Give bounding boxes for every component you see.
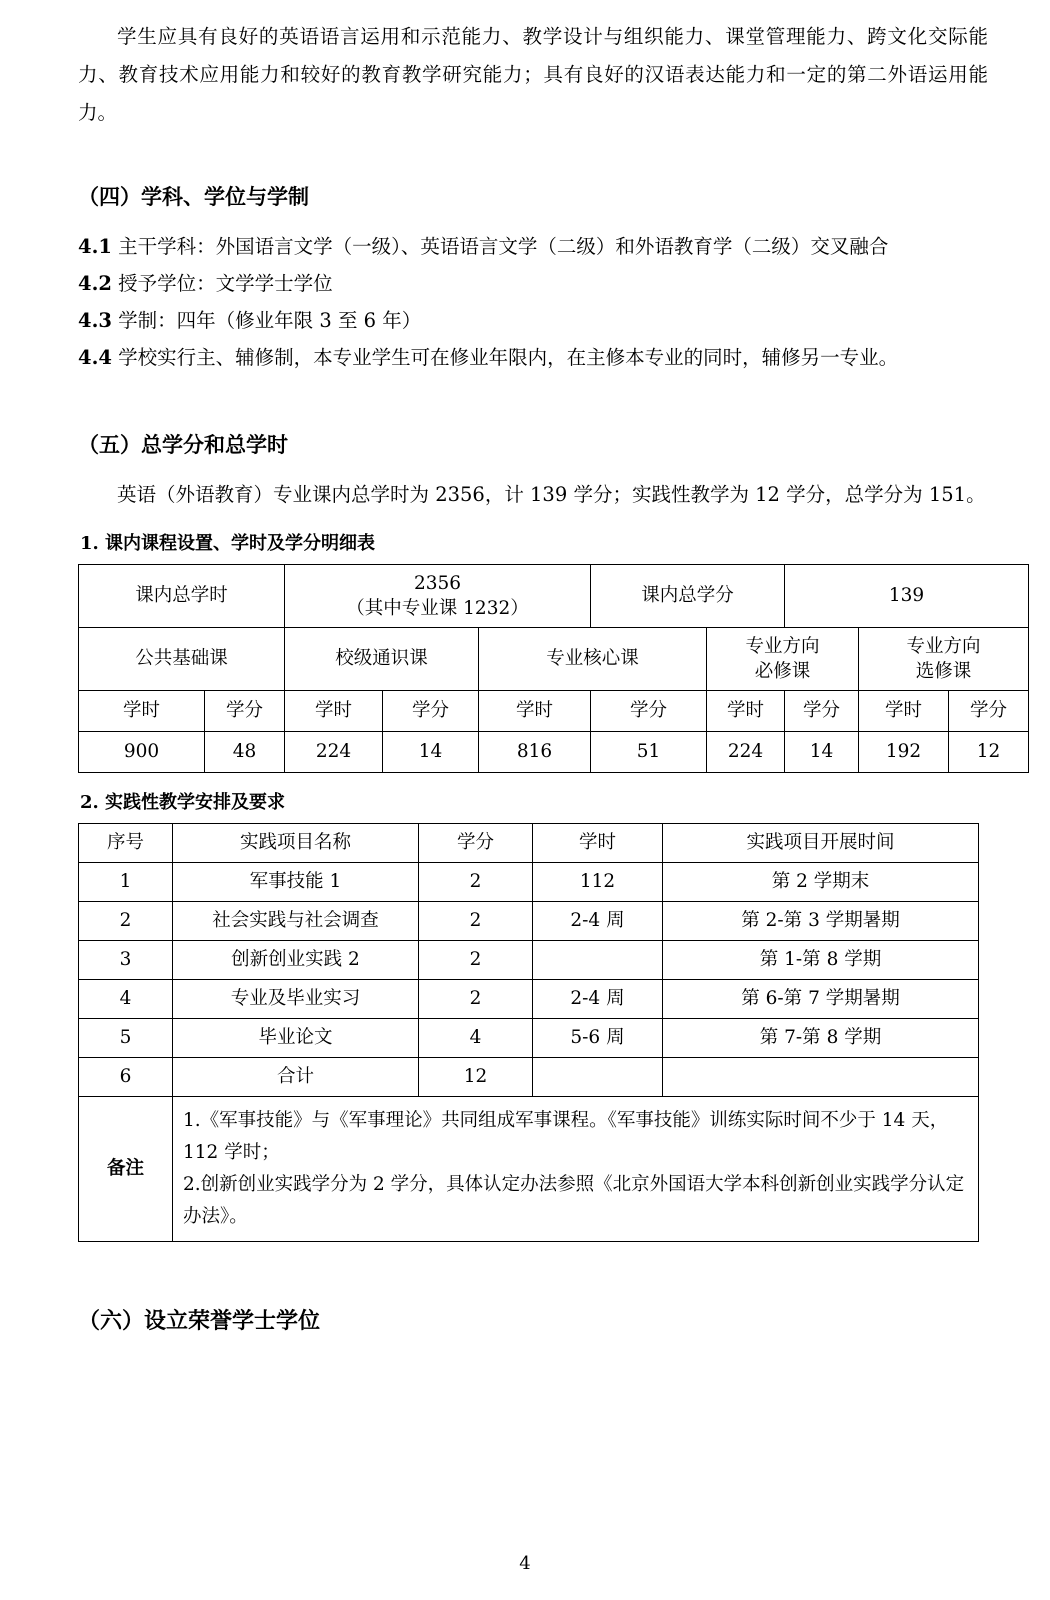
remark-body [173, 1097, 979, 1242]
required-credits-header: 学分 [785, 691, 859, 732]
row-hours: 2-4 周 [533, 902, 663, 941]
category-core: 专业核心课 [479, 628, 707, 691]
table-row [79, 732, 1029, 773]
table-row [79, 565, 1029, 628]
row-hours [533, 1058, 663, 1097]
section-heading-4: （四）学科、学位与学制 [78, 184, 309, 209]
row-hours: 112 [533, 863, 663, 902]
item-4-2 [78, 265, 988, 302]
elective-hours-header: 学时 [859, 691, 949, 732]
total-credits-label: 课内总学分 [591, 565, 785, 628]
category-elective-line1: 专业方向 [906, 636, 981, 657]
general-hours-value: 224 [285, 732, 383, 773]
row-name: 军事技能 1 [173, 863, 419, 902]
row-time: 第 2-第 3 学期暑期 [663, 902, 979, 941]
row-time [663, 1058, 979, 1097]
row-credits: 2 [419, 980, 533, 1019]
total-hours-label: 课内总学时 [79, 565, 285, 628]
remark-line-2: 2.创新创业实践学分为 2 学分，具体认定办法参照《北京外国语大学本科创新创业实践学分认定办法》。 [183, 1174, 965, 1227]
item-4-2-number: 4.2 [78, 272, 112, 295]
col-header-name: 实践项目名称 [173, 824, 419, 863]
item-4-3-text: 学制：四年（修业年限 3 至 6 年） [118, 309, 422, 332]
col-header-credits: 学分 [419, 824, 533, 863]
row-hours [533, 941, 663, 980]
core-hours-value: 816 [479, 732, 591, 773]
table-row [79, 1019, 979, 1058]
category-elective [859, 628, 1029, 691]
row-credits: 2 [419, 863, 533, 902]
row-name: 创新创业实践 2 [173, 941, 419, 980]
item-4-2-text: 授予学位：文学学士学位 [118, 272, 333, 295]
page-number: 4 [519, 1553, 531, 1574]
general-hours-header: 学时 [285, 691, 383, 732]
row-name: 合计 [173, 1058, 419, 1097]
row-credits: 4 [419, 1019, 533, 1058]
row-hours: 2-4 周 [533, 980, 663, 1019]
row-time: 第 2 学期末 [663, 863, 979, 902]
row-no: 4 [79, 980, 173, 1019]
total-hours-line2: （其中专业课 1232） [346, 598, 529, 619]
row-hours: 5-6 周 [533, 1019, 663, 1058]
row-no: 5 [79, 1019, 173, 1058]
row-name: 专业及毕业实习 [173, 980, 419, 1019]
table-header-row [79, 824, 979, 863]
col-header-hours: 学时 [533, 824, 663, 863]
table2-caption: 2. 实践性教学安排及要求 [80, 792, 286, 813]
row-credits: 2 [419, 902, 533, 941]
row-name: 社会实践与社会调查 [173, 902, 419, 941]
item-4-4-text: 学校实行主、辅修制，本专业学生可在修业年限内，在主修本专业的同时，辅修另一专业。 [118, 346, 899, 369]
row-no: 1 [79, 863, 173, 902]
section-heading-6: （六）设立荣誉学士学位 [78, 1308, 321, 1334]
category-public: 公共基础课 [79, 628, 285, 691]
core-credits-header: 学分 [591, 691, 707, 732]
category-required [707, 628, 859, 691]
public-credits-value: 48 [205, 732, 285, 773]
row-time: 第 7-第 8 学期 [663, 1019, 979, 1058]
category-required-line2: 必修课 [754, 661, 811, 682]
practical-teaching-table [78, 823, 979, 1242]
item-4-3 [78, 302, 988, 339]
item-4-4-number: 4.4 [78, 346, 112, 369]
row-time: 第 1-第 8 学期 [663, 941, 979, 980]
spacer [78, 376, 988, 402]
course-hours-table [78, 564, 1029, 773]
table-row [79, 863, 979, 902]
general-credits-value: 14 [383, 732, 479, 773]
table-remark-row [79, 1097, 979, 1242]
required-hours-header: 学时 [707, 691, 785, 732]
section-heading-5: （五）总学分和总学时 [78, 432, 288, 457]
total-hours-value [285, 565, 591, 628]
row-no: 3 [79, 941, 173, 980]
item-4-4 [78, 339, 988, 376]
general-credits-header: 学分 [383, 691, 479, 732]
remark-label: 备注 [79, 1097, 173, 1242]
section-5-paragraph: 英语（外语教育）专业课内总学时为 2356，计 139 学分；实践性教学为 12 学分，总学分为 151。 [117, 483, 986, 506]
item-4-1 [78, 228, 988, 265]
category-elective-line2: 选修课 [915, 661, 972, 682]
table-row [79, 902, 979, 941]
row-name: 毕业论文 [173, 1019, 419, 1058]
core-hours-header: 学时 [479, 691, 591, 732]
item-4-1-text: 主干学科：外国语言文学（一级）、英语语言文学（二级）和外语教育学（二级）交叉融合 [118, 235, 889, 258]
public-credits-header: 学分 [205, 691, 285, 732]
elective-hours-value: 192 [859, 732, 949, 773]
table-row [79, 628, 1029, 691]
item-4-3-number: 4.3 [78, 309, 112, 332]
required-credits-value: 14 [785, 732, 859, 773]
table-row [79, 1058, 979, 1097]
table-row [79, 691, 1029, 732]
table-row [79, 980, 979, 1019]
row-time: 第 6-第 7 学期暑期 [663, 980, 979, 1019]
category-general: 校级通识课 [285, 628, 479, 691]
core-credits-value: 51 [591, 732, 707, 773]
category-required-line1: 专业方向 [745, 636, 820, 657]
elective-credits-value: 12 [949, 732, 1029, 773]
spacer [78, 132, 988, 154]
public-hours-header: 学时 [79, 691, 205, 732]
public-hours-value: 900 [79, 732, 205, 773]
table-row [79, 941, 979, 980]
row-credits: 12 [419, 1058, 533, 1097]
total-credits-value: 139 [785, 565, 1029, 628]
row-no: 2 [79, 902, 173, 941]
item-4-1-number: 4.1 [78, 235, 112, 258]
table1-caption: 1. 课内课程设置、学时及学分明细表 [80, 533, 376, 554]
row-no: 6 [79, 1058, 173, 1097]
elective-credits-header: 学分 [949, 691, 1029, 732]
col-header-no: 序号 [79, 824, 173, 863]
total-hours-line1: 2356 [413, 573, 462, 594]
col-header-time: 实践项目开展时间 [663, 824, 979, 863]
row-credits: 2 [419, 941, 533, 980]
intro-paragraph: 学生应具有良好的英语语言运用和示范能力、教学设计与组织能力、课堂管理能力、跨文化交际能力、教育技术应用能力和较好的教育教学研究能力；具有良好的汉语表达能力和一定的第二外语运用能力。 [78, 25, 988, 124]
required-hours-value: 224 [707, 732, 785, 773]
remark-line-1: 1.《军事技能》与《军事理论》共同组成军事课程。《军事技能》训练实际时间不少于 14 天，112 学时； [183, 1110, 949, 1163]
